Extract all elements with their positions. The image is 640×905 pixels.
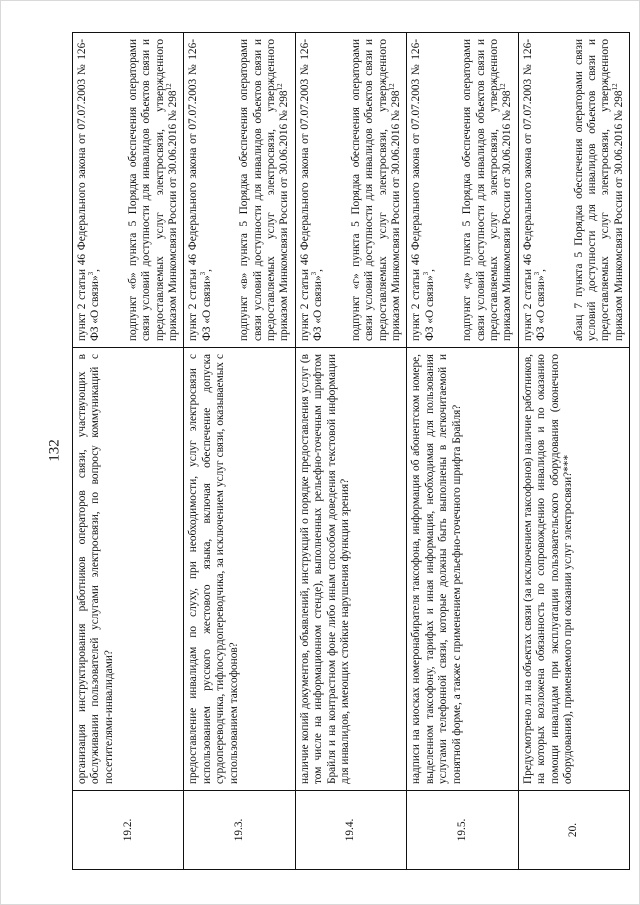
legal-basis-cell [184, 33, 295, 348]
legal-basis-cell [518, 33, 629, 348]
legal-basis-law: пункт 2 статьи 46 Федерального закона от 07.07.2003 № 126-ФЗ «О связи»$^3$, [521, 39, 548, 341]
table-row [407, 33, 518, 870]
table-row [184, 33, 295, 870]
requirement-text: организация инструктирования работников операторов связи, участвующих в обслуживании пользователей услугами электросвязи, по вопросу коммуникаций с посетителями-инвалидами? [73, 348, 184, 791]
legal-basis-order: абзац 7 пункта 5 Порядка обеспечения операторами связи условий доступности для инвалидов объектов связи и предоставляемых услуг электросвязи, утвержденного приказом Минкомсвязи России от 30.06.2016 № $298^{12}$ [572, 39, 625, 341]
row-number: 19.3. [184, 791, 295, 870]
requirements-table [72, 32, 630, 870]
legal-basis-order: подпункт «в» пункта 5 Порядка обеспечения операторами связи условий доступности для инвалидов объектов связи и предоставляемых услуг электросвязи, утвержденного приказом Минкомсвязи России от 30.06.2016 № $298^{12}$ [238, 39, 291, 341]
legal-basis-cell [407, 33, 518, 348]
table-row [518, 33, 629, 870]
requirement-text: Предусмотрено ли на объектах связи (за исключением таксофонов) наличие работников, на которых возложена обязанность по сопровождению инвалидов и по оказанию помощи инвалидам при эксплуатации пользовательского оборудования (оконечного оборудования), применяемого при оказании услуг электросвязи?*** [518, 348, 629, 791]
requirement-text: наличие копий документов, объявлений, инструкций о порядке предоставления услуг (в том числе на информационном стенде), выполненных рельефно-точечным шрифтом Брайля и на контрастном фоне либо иным способом доведения текстовой информации для инвалидов, имеющих стойкие нарушения функции зрения? [295, 348, 406, 791]
requirement-text: надписи на киосках номеронабирателя таксофона, информация об абонентском номере, выделенном таксофону, тарифах и иная информация, необходимая для пользования услугами телефонной связи, которые должны быть выполнены в легкочитаемой и понятной форме, а также с применением рельефно-точечного шрифта Брайля? [407, 348, 518, 791]
legal-basis-order: подпункт «б» пункта 5 Порядка обеспечения операторами связи условий доступности для инвалидов объектов связи и предоставляемых услуг электросвязи, утвержденного приказом Минкомсвязи России от 30.06.2016 № $298^{12}$ [126, 39, 180, 341]
row-number: 19.5. [407, 791, 518, 870]
legal-basis-cell [295, 33, 406, 348]
row-number: 19.4. [295, 791, 406, 870]
legal-basis-order: подпункт «г» пункта 5 Порядка обеспечения операторами связи условий доступности для инвалидов объектов связи и предоставляемых услуг электросвязи, утвержденного приказом Минкомсвязи России от 30.06.2016 № $298^{12}$ [349, 39, 402, 341]
row-number: 19.2. [73, 791, 184, 870]
page-number: 132 [46, 439, 63, 462]
legal-basis-law: пункт 2 статьи 46 Федерального закона от 07.07.2003 № 126-ФЗ «О связи»$^3$, [76, 39, 102, 341]
table-row [73, 33, 184, 870]
requirements-table-container [72, 32, 625, 870]
legal-basis-order: подпункт «д» пункта 5 Порядка обеспечения операторами связи условий доступности для инвалидов объектов связи и предоставляемых услуг электросвязи, утвержденного приказом Минкомсвязи России от 30.06.2016 № $298^{12}$ [461, 39, 514, 341]
legal-basis-law: пункт 2 статьи 46 Федерального закона от 07.07.2003 № 126-ФЗ «О связи»$^3$, [187, 39, 213, 341]
table-row [295, 33, 406, 870]
legal-basis-law: пункт 2 статьи 46 Федерального закона от 07.07.2003 № 126-ФЗ «О связи»$^3$, [410, 39, 436, 341]
legal-basis-cell [73, 33, 184, 348]
legal-basis-law: пункт 2 статьи 46 Федерального закона от 07.07.2003 № 126-ФЗ «О связи»$^3$, [298, 39, 325, 341]
row-number: 20. [518, 791, 629, 870]
requirements-table-rotated [72, 32, 625, 870]
requirement-text: предоставление инвалидам по слуху, при необходимости, услуг электросвязи с использованием русского жестового языка, включая обеспечение допуска сурдопереводчика, тифлосурдопереводчика, за исключением услуг связи, оказываемых с использованием таксофонов? [184, 348, 295, 791]
